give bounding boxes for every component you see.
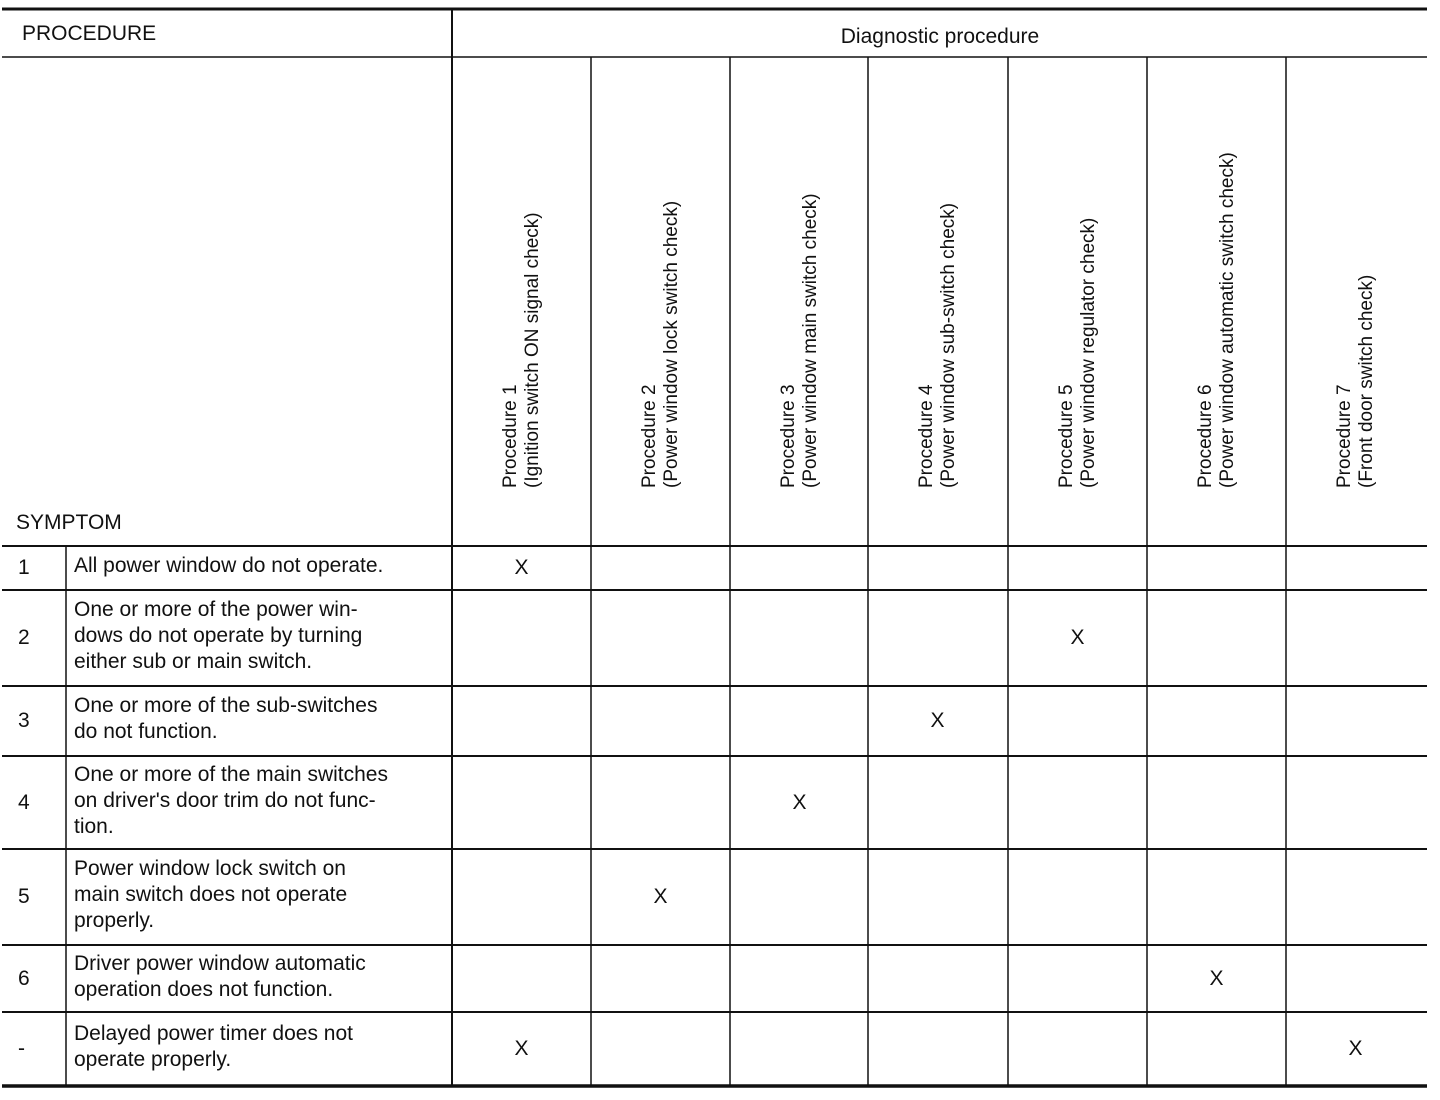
procedure-column-label xyxy=(500,212,544,488)
procedure-column-header xyxy=(730,60,869,546)
symptom-description-line: Driver power window automatic xyxy=(74,951,366,975)
symptom-description-line: One or more of the main switches xyxy=(74,762,388,786)
symptom-description xyxy=(74,856,446,934)
table-row xyxy=(0,849,1426,945)
check-mark: X xyxy=(514,556,529,579)
symptom-description-line: on driver's door trim do not func- xyxy=(74,788,376,812)
procedure-title: Procedure 7 xyxy=(1333,384,1355,488)
procedure-column-header xyxy=(1286,60,1425,546)
procedure-subtitle: (Front door switch check) xyxy=(1355,274,1377,488)
check-mark: X xyxy=(1209,966,1224,990)
procedure-column-label xyxy=(639,201,683,488)
procedure-column-label xyxy=(1195,152,1239,488)
symptom-number: 3 xyxy=(18,709,30,732)
symptom-description-line: tion. xyxy=(74,814,114,838)
table-row xyxy=(0,590,1426,686)
symptom-description-line: Power window lock switch on xyxy=(74,857,346,880)
procedure-subtitle: (Power window regulator check) xyxy=(1077,217,1099,488)
symptom-number: - xyxy=(18,1037,25,1060)
procedure-title: Procedure 2 xyxy=(638,384,660,488)
procedure-column-label xyxy=(778,193,822,488)
symptom-number: 5 xyxy=(18,885,30,908)
symptom-description-line: One or more of the power win- xyxy=(74,598,358,621)
symptom-description-line: dows do not operate by turning xyxy=(74,624,363,647)
procedure-title: Procedure 4 xyxy=(915,384,937,488)
symptom-description xyxy=(74,553,446,579)
symptom-description xyxy=(74,762,446,840)
procedure-column-header xyxy=(452,60,591,546)
symptom-description-line: operate properly. xyxy=(74,1048,232,1071)
procedure-column-header xyxy=(591,60,730,546)
procedure-header: PROCEDURE xyxy=(22,22,157,45)
procedure-subtitle: (Power window main switch check) xyxy=(799,193,821,488)
table-row xyxy=(0,945,1426,1012)
check-mark: X xyxy=(792,790,807,814)
procedure-column-header xyxy=(1147,60,1286,546)
symptom-description-line: One or more of the sub-switches xyxy=(74,694,378,717)
table-row xyxy=(0,756,1426,849)
symptom-description-line: operation does not function. xyxy=(74,977,334,1001)
procedure-column-header xyxy=(1008,60,1147,546)
symptom-header: SYMPTOM xyxy=(16,511,122,534)
table-row xyxy=(0,546,1426,590)
symptom-description-line: Delayed power timer does not xyxy=(74,1022,353,1045)
procedure-title: Procedure 5 xyxy=(1055,384,1077,488)
procedure-subtitle: (Ignition switch ON signal check) xyxy=(521,212,543,488)
symptom-description xyxy=(74,1021,446,1073)
symptom-number: 1 xyxy=(18,556,30,579)
symptom-description-line: properly. xyxy=(74,909,155,932)
symptom-number: 4 xyxy=(18,790,30,814)
table-row xyxy=(0,686,1426,756)
check-mark: X xyxy=(930,709,945,732)
table-row xyxy=(0,1012,1426,1086)
procedure-title: Procedure 3 xyxy=(777,384,799,488)
procedure-column-label xyxy=(1334,275,1378,488)
symptom-description-line: All power window do not operate. xyxy=(74,554,384,577)
symptom-number: 6 xyxy=(18,966,30,990)
procedure-subtitle: (Power window sub-switch check) xyxy=(937,202,959,488)
symptom-description xyxy=(74,597,446,675)
procedure-column-header xyxy=(868,60,1007,546)
symptom-number: 2 xyxy=(18,626,30,649)
procedure-column-label xyxy=(1056,218,1100,488)
procedure-subtitle: (Power window lock switch check) xyxy=(660,200,682,488)
procedure-subtitle: (Power window automatic switch check) xyxy=(1216,152,1238,488)
check-mark: X xyxy=(514,1037,529,1060)
symptom-description-line: either sub or main switch. xyxy=(74,650,313,673)
check-mark: X xyxy=(1348,1037,1363,1060)
symptom-description xyxy=(74,693,446,745)
diagnostic-procedure-header: Diagnostic procedure xyxy=(840,25,1040,48)
check-mark: X xyxy=(1070,626,1085,649)
procedure-title: Procedure 6 xyxy=(1194,384,1216,488)
symptom-description-line: main switch does not operate xyxy=(74,883,348,906)
procedure-column-label xyxy=(916,203,960,488)
check-mark: X xyxy=(653,885,668,908)
symptom-description-line: do not function. xyxy=(74,720,218,743)
symptom-description xyxy=(74,951,446,1003)
procedure-title: Procedure 1 xyxy=(499,384,521,488)
